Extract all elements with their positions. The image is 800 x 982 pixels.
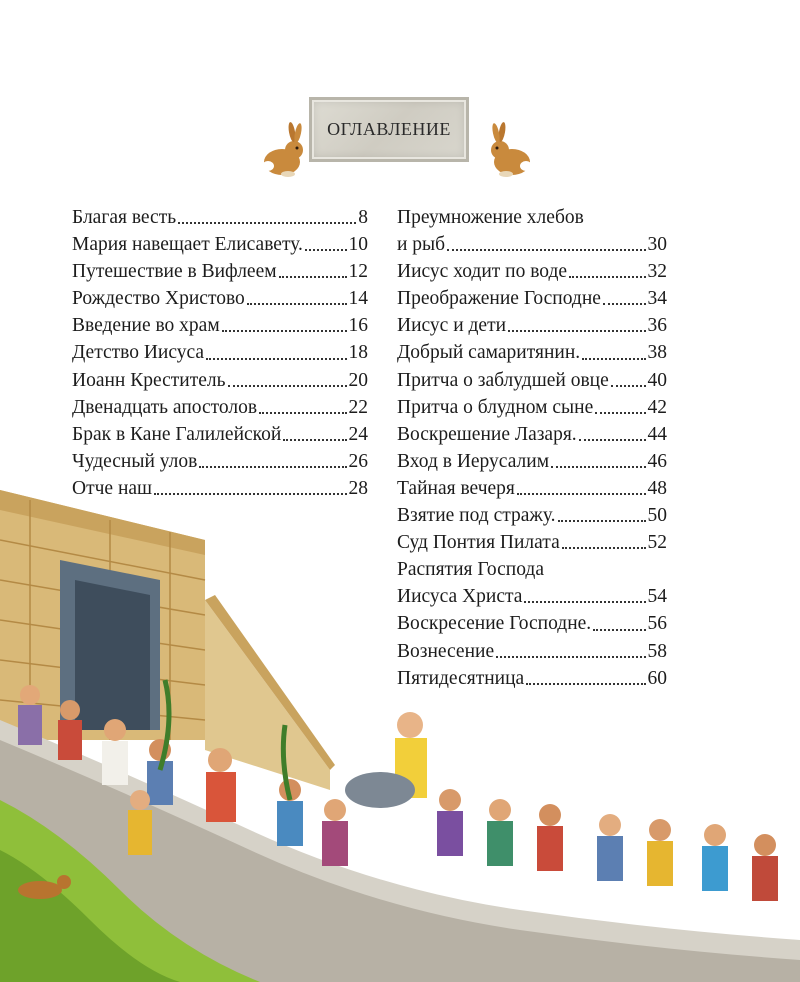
toc-entry-title: Двенадцать апостолов bbox=[72, 396, 258, 418]
toc-entry-title: Отче наш bbox=[72, 477, 153, 499]
page-title: ОГЛАВЛЕНИЕ bbox=[327, 119, 451, 139]
toc-entry-title: Рождество Христово bbox=[72, 288, 245, 310]
toc-entry-page: 24 bbox=[348, 423, 368, 445]
toc-entry-title: Введение во храм bbox=[72, 315, 220, 337]
toc-entry[interactable] bbox=[397, 394, 667, 421]
toc-left-column bbox=[72, 204, 368, 502]
toc-entry-page: 14 bbox=[348, 288, 368, 310]
toc-entry-page: 18 bbox=[348, 342, 368, 364]
toc-entry-title: Вход в Иерусалим bbox=[397, 450, 550, 472]
toc-leader-dots bbox=[305, 249, 347, 251]
toc-entry-page: 28 bbox=[348, 477, 368, 499]
toc-leader-dots bbox=[579, 439, 646, 441]
toc-entry-page: 12 bbox=[348, 261, 368, 283]
toc-entry-page: 20 bbox=[348, 369, 368, 391]
toc-leader-dots bbox=[569, 276, 645, 278]
toc-entry-title: Благая весть bbox=[72, 207, 177, 228]
toc-entry-page: 46 bbox=[647, 450, 667, 472]
toc-entry[interactable] bbox=[397, 367, 667, 394]
toc-entry[interactable] bbox=[72, 204, 368, 231]
toc-entry-page: 38 bbox=[647, 342, 667, 364]
toc-entry[interactable] bbox=[397, 339, 667, 366]
toc-entry-title: Иисус ходит по воде bbox=[397, 261, 568, 283]
toc-entry-title: Мария навещает Елисавету. bbox=[72, 234, 303, 256]
toc-entry-title: Суд Понтия Пилата bbox=[397, 532, 560, 554]
toc-entry-title: Путешествие в Вифлеем bbox=[72, 261, 277, 283]
toc-leader-dots bbox=[228, 385, 347, 387]
toc-entry-title: и рыб bbox=[397, 234, 446, 256]
toc-entry-title: Иисус и дети bbox=[397, 315, 507, 337]
toc-entry[interactable] bbox=[72, 285, 368, 312]
toc-entry[interactable] bbox=[397, 312, 667, 339]
toc-entry-title: Брак в Кане Галилейской bbox=[72, 423, 282, 445]
toc-entry-page: 44 bbox=[647, 423, 667, 445]
toc-entry-page: 52 bbox=[647, 532, 667, 554]
toc-leader-dots bbox=[447, 249, 645, 251]
toc-entry-title: Воскресение Господне. bbox=[397, 613, 592, 635]
toc-entry-page: 60 bbox=[647, 667, 667, 689]
toc-leader-dots bbox=[199, 466, 346, 468]
toc-entry-title: Притча о блудном сыне bbox=[397, 396, 594, 418]
toc-entry-title: Притча о заблудшей овце bbox=[397, 369, 609, 391]
toc-entry-page: 34 bbox=[647, 288, 667, 310]
toc-leader-dots bbox=[582, 358, 645, 360]
toc-entry[interactable] bbox=[397, 231, 667, 258]
toc-entry-title: Детство Иисуса bbox=[72, 342, 205, 364]
toc-entry[interactable] bbox=[397, 421, 667, 448]
palm-sunday-illustration bbox=[0, 470, 800, 982]
toc-entry-title-line: Распятия Господа bbox=[397, 559, 545, 581]
toc-leader-dots bbox=[508, 330, 645, 332]
toc-entry-page: 42 bbox=[647, 396, 667, 418]
toc-entry[interactable] bbox=[72, 231, 368, 258]
toc-entry-page: 8 bbox=[358, 207, 368, 228]
toc-leader-dots bbox=[222, 330, 347, 332]
toc-entry-page: 40 bbox=[647, 369, 667, 391]
toc-leader-dots bbox=[551, 466, 645, 468]
toc-leader-dots bbox=[259, 412, 346, 414]
toc-leader-dots bbox=[603, 303, 646, 305]
bunny-icon bbox=[252, 120, 312, 180]
toc-leader-dots bbox=[247, 303, 347, 305]
toc-entry-title: Преображение Господне bbox=[397, 288, 601, 310]
toc-leader-dots bbox=[595, 412, 645, 414]
toc-entry-page: 56 bbox=[647, 613, 667, 635]
toc-entry-page: 32 bbox=[647, 261, 667, 283]
toc-leader-dots bbox=[178, 222, 356, 224]
toc-entry-title-line: Преумножение хлебов bbox=[397, 207, 584, 228]
toc-entry[interactable] bbox=[72, 312, 368, 339]
toc-entry[interactable] bbox=[72, 421, 368, 448]
toc-entry-page: 10 bbox=[348, 234, 368, 256]
toc-entry-page: 54 bbox=[647, 586, 667, 608]
toc-entry[interactable] bbox=[397, 258, 667, 285]
toc-entry-page: 58 bbox=[647, 640, 667, 662]
toc-entry[interactable] bbox=[72, 367, 368, 394]
toc-entry-title: Иоанн Креститель bbox=[72, 369, 226, 391]
toc-entry-title: Вознесение bbox=[397, 640, 495, 662]
toc-leader-dots bbox=[279, 276, 347, 278]
toc-entry[interactable] bbox=[72, 339, 368, 366]
toc-entry-page: 48 bbox=[647, 477, 667, 499]
toc-entry[interactable] bbox=[72, 258, 368, 285]
toc-entry-page: 26 bbox=[348, 450, 368, 472]
toc-entry[interactable] bbox=[72, 394, 368, 421]
toc-leader-dots bbox=[611, 385, 646, 387]
toc-entry-title: Взятие под стражу. bbox=[397, 505, 556, 527]
toc-entry[interactable] bbox=[397, 285, 667, 312]
toc-entry-title: Чудесный улов bbox=[72, 450, 198, 472]
toc-leader-dots bbox=[206, 358, 346, 360]
bunny-icon bbox=[482, 120, 542, 180]
toc-entry-title: Тайная вечеря bbox=[397, 477, 515, 499]
toc-leader-dots bbox=[283, 439, 346, 441]
toc-entry-page: 30 bbox=[647, 234, 667, 256]
title-plate bbox=[309, 97, 469, 162]
toc-entry-title: Добрый самаритянин. bbox=[397, 342, 581, 364]
toc-entry-page: 50 bbox=[647, 505, 667, 527]
toc-entry-page: 16 bbox=[348, 315, 368, 337]
toc-entry-title: Иисуса Христа bbox=[397, 586, 523, 608]
toc-entry-page: 22 bbox=[348, 396, 368, 418]
toc-entry-title: Пятидесятница bbox=[397, 667, 525, 689]
toc-entry-title: Воскрешение Лазаря. bbox=[397, 423, 577, 445]
toc-entry-page: 36 bbox=[647, 315, 667, 337]
